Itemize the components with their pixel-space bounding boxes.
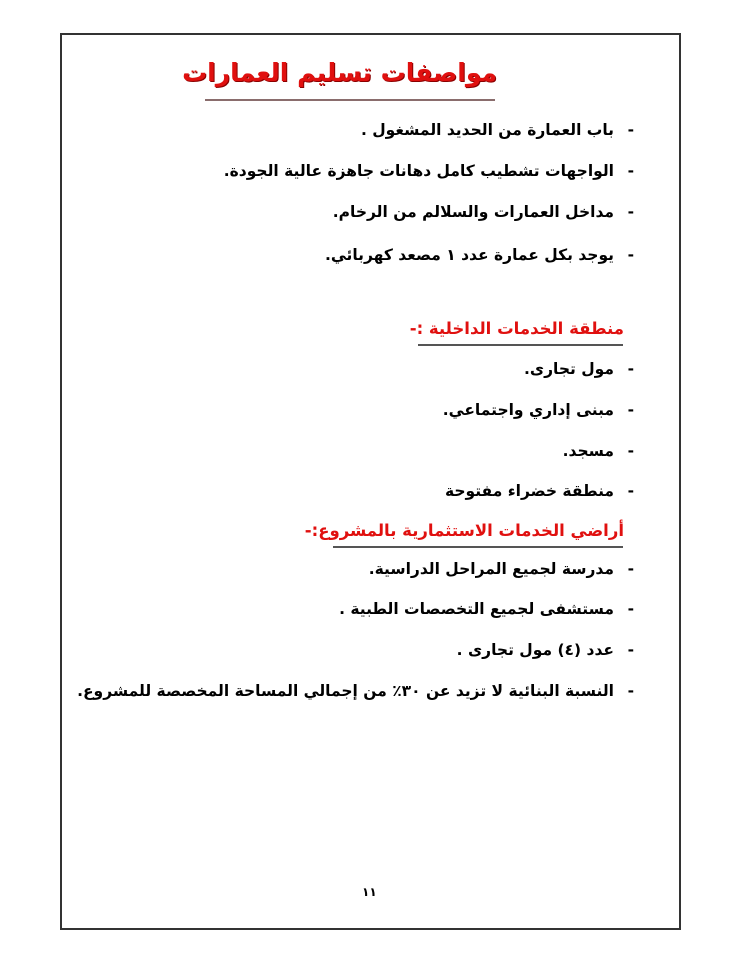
bullet-dash: - [627, 203, 634, 221]
spec-item: مداخل العمارات والسلالم من الرخام. [332, 203, 614, 221]
investment-service-item: مستشفى لجميع التخصصات الطبية . [339, 600, 614, 618]
bullet-dash: - [627, 682, 634, 700]
section-underline [333, 546, 623, 548]
bullet-dash: - [627, 121, 634, 139]
bullet-dash: - [627, 560, 634, 578]
investment-service-item: عدد (٤) مول تجارى . [456, 641, 614, 659]
internal-service-item: منطقة خضراء مفتوحة [444, 482, 614, 500]
section-underline [418, 344, 623, 346]
section-heading-internal-services: منطقة الخدمات الداخلية :- [409, 319, 624, 338]
title-underline [205, 99, 495, 101]
spec-item: يوجد بكل عمارة عدد ١ مصعد كهربائي. [324, 246, 614, 264]
page-title: مواصفات تسليم العمارات [182, 58, 497, 87]
investment-service-item: مدرسة لجميع المراحل الدراسية. [368, 560, 614, 578]
bullet-dash: - [627, 482, 634, 500]
internal-service-item: مسجد. [562, 442, 614, 460]
investment-service-item: النسبة البنائية لا تزيد عن ٣٠٪ من إجمالي المساحة المخصصة للمشروع. [77, 682, 614, 700]
section-heading-investment-services: أراضي الخدمات الاستثمارية بالمشروع:- [304, 521, 624, 540]
bullet-dash: - [627, 360, 634, 378]
bullet-dash: - [627, 401, 634, 419]
bullet-dash: - [627, 442, 634, 460]
bullet-dash: - [627, 641, 634, 659]
bullet-dash: - [627, 600, 634, 618]
bullet-dash: - [627, 162, 634, 180]
bullet-dash: - [627, 246, 634, 264]
page-number: ١١ [362, 885, 377, 899]
spec-item: باب العمارة من الحديد المشغول . [360, 121, 614, 139]
internal-service-item: مول تجارى. [524, 360, 614, 378]
spec-item: الواجهات تشطيب كامل دهانات جاهزة عالية الجودة. [223, 162, 614, 180]
internal-service-item: مبنى إداري واجتماعي. [442, 401, 614, 419]
